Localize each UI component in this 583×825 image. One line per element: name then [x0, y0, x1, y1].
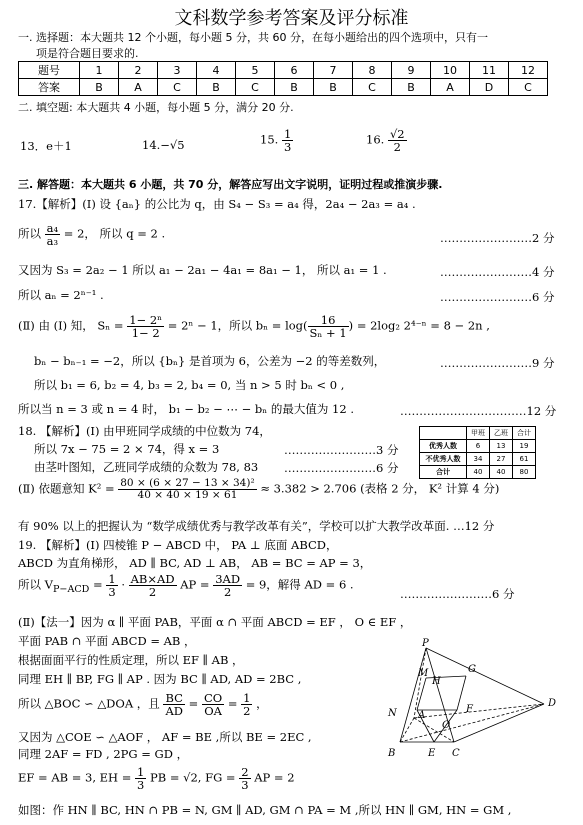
contingency-cell: 61: [513, 453, 536, 466]
q19-volume-prefix: 所以 V: [18, 577, 53, 592]
q19-solve: = 9，解得 AD = 6 .: [245, 577, 354, 592]
answer-cell: C: [353, 79, 392, 96]
question-number: 8: [353, 62, 392, 79]
answer-14-label: 14.: [142, 138, 161, 152]
answer-14: [142, 138, 185, 152]
answer-16: [366, 128, 407, 153]
answer-table-number-row: [19, 62, 548, 79]
q19-line7: 同理 EH ∥ BP, FG ∥ AP . 因为 BC ∥ AD, AD = 2BC ,: [18, 672, 302, 686]
vertex-label-e: E: [428, 748, 436, 759]
q19-eq: =: [188, 696, 199, 711]
q17-score-12: ……………………………12 分: [400, 404, 557, 418]
answer-table-answer-label: 答案: [19, 79, 80, 96]
answer-15: [260, 128, 293, 153]
question-number: 1: [80, 62, 119, 79]
answer-cell: C: [509, 79, 548, 96]
answer-cell: B: [80, 79, 119, 96]
q19-line10: 同理 2AF = FD , 2PG = GD ，: [18, 747, 189, 761]
q17-score-4: ……………………4 分: [440, 265, 555, 279]
question-number: 12: [509, 62, 548, 79]
vertex-label-b: B: [388, 748, 396, 759]
vertex-label-p: P: [422, 638, 429, 649]
answer-cell: C: [236, 79, 275, 96]
q17-line2-prefix: 所以: [18, 226, 41, 241]
q19-line1: 19. 【解析】(Ⅰ) 四棱锥 P − ABCD 中， PA ⊥ 底面 ABCD，: [18, 538, 338, 552]
frac-denominator: AD: [165, 704, 183, 719]
answer-cell: B: [197, 79, 236, 96]
q19-line3: [18, 573, 354, 598]
q18-score-6: ……………………6 分: [284, 461, 399, 475]
q19-line11: [18, 766, 295, 791]
vertex-label-f: F: [466, 704, 473, 715]
answer-table-answer-row: [19, 79, 548, 96]
answer-cell: A: [431, 79, 470, 96]
q19-line12: 如图：作 HN ∥ BC, HN ∩ PB = N, GM ∥ AD, GM ∩ PA = M ,所以 HN ∥ GM, HN = GM ,: [18, 803, 512, 817]
answer-table-header-label: 题号: [19, 62, 80, 79]
q19-line5: 平面 PAB ∩ 平面 ABCD = AB ，: [18, 634, 196, 648]
q19-volume-subscript: P−ACD: [52, 583, 90, 595]
frac-denominator: 2: [243, 704, 251, 719]
frac-denominator: 2: [223, 585, 232, 600]
answer-cell: D: [470, 79, 509, 96]
q17-sum-numerator: 1− 2ⁿ: [129, 313, 163, 327]
vertex-label-c: C: [452, 748, 460, 759]
q19-line11-suffix: AP = 2: [254, 770, 295, 785]
vertex-label-m: M: [418, 668, 429, 679]
q17-sum-denominator: 1− 2: [131, 326, 160, 341]
frac-numerator: 3AD: [215, 572, 241, 586]
answer-15-denominator: 3: [283, 140, 292, 155]
answer-table: [18, 61, 548, 96]
answer-cell: A: [119, 79, 158, 96]
answer-16-label: 16.: [366, 132, 385, 147]
section1-intro-line1: 一. 选择题：本大题共 12 个小题，每小题 5 分，共 60 分，在每小题给出的四个选项中，只有一: [18, 31, 488, 44]
q19-dot: ·: [121, 577, 125, 592]
q17-score-2: ……………………2 分: [440, 231, 555, 245]
question-number: 4: [197, 62, 236, 79]
q18-line3: 由茎叶图知，乙班同学成绩的众数为 78, 83: [34, 460, 259, 474]
q17-score-6: ……………………6 分: [440, 290, 555, 304]
pyramid-figure: [380, 638, 570, 764]
vertex-label-a: A: [418, 710, 426, 721]
section1-intro-line2: 项是符合题目要求的.: [36, 47, 139, 60]
q18-line2: 所以 7x − 75 = 2 × 74，得 x = 3: [34, 442, 220, 456]
answer-16-numerator: √2: [389, 127, 405, 141]
contingency-row-label: 优秀人数: [420, 440, 467, 453]
question-number: 10: [431, 62, 470, 79]
frac-numerator: AB×AD: [130, 572, 175, 586]
contingency-col-header: 甲班: [467, 427, 490, 440]
vertex-label-g: G: [468, 664, 476, 675]
frac-denominator: 3: [241, 778, 249, 793]
section2-heading: 二. 填空题: 本大题共 4 小题，每小题 5 分，满分 20 分.: [18, 101, 294, 114]
contingency-header-row: [420, 427, 536, 440]
contingency-cell: 80: [513, 466, 536, 479]
answer-cell: B: [275, 79, 314, 96]
contingency-cell: 40: [467, 466, 490, 479]
q19-line11-prefix: EF = AB = 3, EH =: [18, 770, 132, 785]
q17-line1: 17.【解析】(Ⅰ) 设 {aₙ} 的公比为 q，由 S₄ − S₃ = a₄ 得，2a₄ − 2a₃ = a₄ .: [18, 197, 416, 211]
q19-line9: 又因为 △COE ∽ △AOF ， AF = BE ,所以 BE = 2EC ,: [18, 730, 312, 744]
q19-line2: ABCD 为直角梯形， AD ∥ BC, AD ⊥ AB， AB = BC = AP = 3，: [18, 556, 372, 570]
contingency-col-header: 乙班: [490, 427, 513, 440]
q17-line5: (Ⅱ) 由 (Ⅰ) 知， Sₙ = $\frac{\text{1− 2ⁿ}}{1- 2}$ = 2ⁿ − 1，所以 bₙ = log( $\frac{16}{\text{Sₙ + 1}}$ ) = 2log₂ 2⁴⁻ⁿ = 8 − 2n ,: [18, 313, 490, 341]
q18-line1: 18. 【解析】(Ⅰ) 由甲班同学成绩的中位数为 74，: [18, 424, 271, 438]
frac-numerator: 2: [241, 765, 249, 779]
q17-line3: 又因为 S₃ = 2a₂ − 1 所以 a₁ − 2a₁ − 4a₁ = 8a₁ − 1， 所以 a₁ = 1 .: [18, 263, 387, 277]
contingency-row-label: 不优秀人数: [420, 453, 467, 466]
contingency-cell: 34: [467, 453, 490, 466]
contingency-cell: 27: [490, 453, 513, 466]
question-number: 2: [119, 62, 158, 79]
q17-log-denominator: Sₙ + 1: [309, 326, 347, 341]
question-number: 3: [158, 62, 197, 79]
contingency-col-header: 合计: [513, 427, 536, 440]
question-number: 5: [236, 62, 275, 79]
answer-cell: C: [158, 79, 197, 96]
answer-13: 13．e＋1: [20, 139, 72, 153]
q17-log-numerator: 16: [308, 314, 349, 327]
q18-line4-prefix: (Ⅱ) 依题意知 K² =: [18, 481, 115, 496]
contingency-cell: 19: [513, 440, 536, 453]
q17-line4: 所以 aₙ = 2ⁿ⁻¹ .: [18, 288, 104, 302]
q18-line5: 有 90% 以上的把握认为 “数学成绩优秀与教学改革有关”，学校可以扩大教学改革面. …12 分: [18, 519, 495, 533]
q17-line5-suffix: = 2log₂ 2⁴⁻ⁿ = 8 − 2n ,: [356, 318, 490, 333]
contingency-table: [419, 426, 536, 479]
q19-ap: AP =: [180, 577, 210, 592]
q19-line11-middle: PB = √2, FG =: [150, 770, 236, 785]
q19-eq: =: [227, 696, 238, 711]
q18-line4: [18, 478, 499, 501]
question-number: 11: [470, 62, 509, 79]
q17-ratio-denominator: a₃: [46, 234, 59, 249]
q17-line8: 所以当 n = 3 或 n = 4 时， b₁ − b₂ − ⋯ − bₙ 的最大值为 12 .: [18, 402, 354, 416]
q17-line6: bₙ − bₙ₋₁ = −2，所以 {bₙ} 是首项为 6，公差为 −2 的等差数列，: [34, 354, 386, 368]
q17-line7: 所以 b₁ = 6, b₂ = 4, b₃ = 2, b₄ = 0, 当 n > 5 时 bₙ < 0 ,: [34, 378, 345, 392]
page-title: 文科数学参考答案及评分标准: [174, 8, 409, 29]
pyramid-edges: [400, 648, 544, 742]
q19-line6: 根据面面平行的性质定理，所以 EF ∥ AB ，: [18, 653, 244, 667]
answer-16-denominator: 2: [393, 140, 401, 155]
frac-numerator: 1: [137, 765, 145, 779]
answer-cell: B: [314, 79, 353, 96]
answer-cell: B: [392, 79, 431, 96]
vertex-label-h: H: [432, 676, 441, 687]
frac-numerator: BC: [163, 692, 185, 705]
answer-14-value: −√5: [160, 138, 185, 152]
vertex-label-n: N: [388, 708, 397, 719]
q17-line5-prefix: (Ⅱ) 由 (Ⅰ) 知， Sₙ =: [18, 318, 124, 333]
q19-comma: ，: [256, 696, 268, 711]
frac-denominator: 2: [148, 585, 157, 600]
frac-numerator: 1: [243, 691, 251, 705]
frac-denominator: 3: [137, 778, 145, 793]
frac-denominator: OA: [204, 704, 222, 719]
contingency-row: [420, 466, 536, 479]
q19-score-6: ……………………6 分: [400, 587, 515, 601]
q19-eq: =: [93, 577, 103, 592]
vertex-label-d: D: [548, 698, 557, 709]
contingency-cell: 40: [490, 466, 513, 479]
question-number: 6: [275, 62, 314, 79]
q17-line5-middle: = 2ⁿ − 1，所以 bₙ = log: [167, 318, 304, 333]
question-number: 9: [392, 62, 431, 79]
contingency-row-label: 合计: [420, 466, 467, 479]
section3-heading: 三. 解答题：本大题共 6 小题，共 70 分，解答应写出文字说明，证明过程或推演步骤.: [18, 178, 443, 191]
q18-k2-denominator: 40 × 40 × 19 × 61: [137, 489, 238, 502]
q17-score-9: ……………………9 分: [440, 356, 555, 370]
contingency-corner: [420, 427, 467, 440]
q17-line2: [18, 222, 165, 247]
contingency-cell: 6: [467, 440, 490, 453]
answer-15-label: 15.: [260, 132, 279, 147]
frac-numerator: 1: [108, 572, 116, 586]
q19-line4: (Ⅱ)【法一】因为 α ∥ 平面 PAB，平面 α ∩ 平面 ABCD = EF ， O ∈ EF ，: [18, 615, 412, 629]
vertex-label-o: O: [442, 720, 451, 731]
q18-k2-numerator: 80 × (6 × 27 − 13 × 34)²: [120, 477, 255, 489]
contingency-row: [420, 453, 536, 466]
q17-ratio-numerator: a₄: [46, 221, 59, 235]
frac-denominator: 3: [108, 585, 116, 600]
q19-line8-prefix: 所以 △BOC ∽ △DOA ，且: [18, 696, 160, 711]
q19-line8: [18, 692, 268, 717]
q17-line2-suffix: = 2， 所以 q = 2 .: [63, 226, 166, 241]
answer-15-numerator: 1: [283, 127, 292, 141]
frac-numerator: CO: [203, 691, 223, 705]
question-number: 7: [314, 62, 353, 79]
q18-score-3: ……………………3 分: [284, 443, 399, 457]
contingency-row: [420, 440, 536, 453]
q18-line4-suffix: ≈ 3.382 > 2.706 (表格 2 分， K² 计算 4 分): [260, 481, 500, 496]
contingency-cell: 13: [490, 440, 513, 453]
